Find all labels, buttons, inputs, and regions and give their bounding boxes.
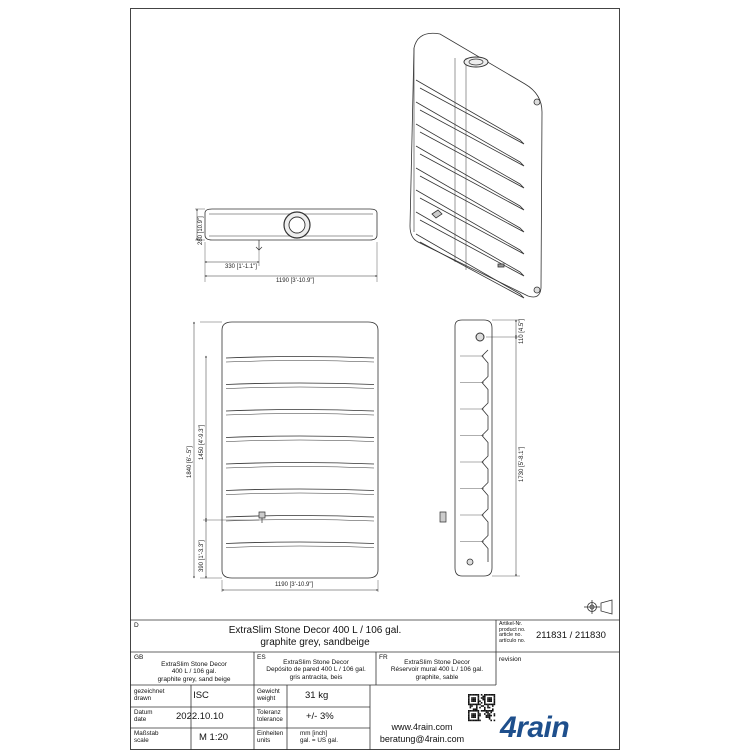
qr-module — [489, 699, 491, 701]
desc-es-line-2: Depósito de pared 400 L / 106 gal. — [266, 666, 366, 674]
qr-module — [468, 720, 470, 722]
desc-fr — [377, 659, 497, 681]
qr-module — [474, 710, 476, 712]
tolerance-value: +/- 3% — [306, 711, 334, 722]
top-view — [195, 209, 377, 282]
drawing-title — [134, 625, 496, 648]
qr-module — [470, 710, 472, 712]
qr-module — [494, 715, 496, 717]
qr-module — [489, 710, 491, 712]
qr-module — [481, 697, 483, 699]
lang-code-d: D — [134, 622, 139, 629]
desc-fr-line-3: graphite, sable — [415, 673, 459, 681]
scale-value: M 1:20 — [199, 732, 229, 743]
qr-module — [478, 699, 480, 701]
qr-module — [474, 694, 476, 696]
qr-module — [487, 705, 489, 707]
units-value-1: mm [inch] — [300, 730, 328, 737]
qr-module — [484, 694, 486, 696]
desc-es-line-1: ExtraSlim Stone Decor — [283, 659, 349, 666]
scale-label-de: Maßstab — [134, 730, 159, 737]
desc-es — [256, 659, 376, 681]
qr-module — [473, 694, 475, 696]
qr-module — [468, 718, 470, 720]
drawn-label-en: drawn — [134, 695, 152, 703]
dim-top-offset: 330 [1'-1.1"] — [225, 264, 257, 270]
qr-module — [494, 696, 496, 698]
qr-module — [489, 694, 491, 696]
drawn-label — [134, 688, 164, 702]
qr-module — [484, 713, 486, 715]
qr-module — [478, 697, 480, 699]
qr-module — [482, 705, 484, 707]
qr-module — [482, 696, 484, 698]
date-label-de: Datum — [134, 709, 153, 716]
units-value — [300, 730, 338, 744]
qr-module — [494, 720, 496, 722]
title-line-2: graphite grey, sandbeige — [260, 636, 370, 648]
qr-module — [479, 720, 481, 722]
qr-module — [476, 705, 478, 707]
qr-module — [487, 716, 489, 718]
qr-module — [479, 715, 481, 717]
brand-logo — [499, 711, 569, 744]
qr-module — [478, 700, 480, 702]
qr-module — [490, 697, 492, 699]
qr-module — [470, 694, 472, 696]
qr-module — [468, 704, 470, 706]
qr-module — [490, 710, 492, 712]
qr-module — [474, 716, 476, 718]
qr-module — [479, 713, 481, 715]
tolerance-label-en: tolerance — [257, 716, 283, 724]
qr-module — [494, 704, 496, 706]
qr-module — [468, 696, 470, 698]
qr-module — [476, 720, 478, 722]
qr-module — [486, 704, 488, 706]
dim-front-height: 1840 [6'-.5"] — [187, 446, 193, 478]
qr-module — [474, 699, 476, 701]
qr-module — [471, 697, 473, 699]
qr-module — [482, 697, 484, 699]
qr-module — [486, 694, 488, 696]
qr-module — [473, 699, 475, 701]
qr-module — [473, 704, 475, 706]
qr-module — [487, 694, 489, 696]
lang-code-gb: GB — [134, 654, 144, 661]
tolerance-label — [257, 709, 283, 723]
qr-module — [481, 710, 483, 712]
qr-module — [478, 696, 480, 698]
qr-module — [473, 713, 475, 715]
qr-module — [490, 699, 492, 701]
qr-module — [490, 712, 492, 714]
article-number: 211831 / 211830 — [536, 630, 606, 641]
qr-module — [473, 710, 475, 712]
date-label — [134, 709, 153, 723]
qr-module — [489, 715, 491, 717]
qr-module — [484, 710, 486, 712]
qr-module — [471, 716, 473, 718]
qr-module — [486, 710, 488, 712]
qr-module — [479, 700, 481, 702]
qr-module — [487, 700, 489, 702]
qr-module — [471, 699, 473, 701]
units-label-en: units — [257, 737, 271, 745]
dim-top-width: 1190 [3'-10.9"] — [276, 278, 315, 284]
date-label-en: date — [134, 716, 147, 724]
qr-module — [478, 712, 480, 714]
qr-module — [492, 710, 494, 712]
desc-gb-line-2: 400 L / 106 gal. — [171, 668, 217, 676]
qr-module — [471, 704, 473, 706]
qr-module — [474, 700, 476, 702]
qr-module — [479, 704, 481, 706]
units-label — [257, 730, 283, 744]
weight-label-de: Gewicht — [257, 688, 280, 695]
dim-side-top: 110 [4.5"] — [519, 318, 525, 344]
qr-module — [476, 704, 478, 706]
dim-front-width: 1190 [3'-10.9"] — [275, 582, 314, 588]
qr-module — [484, 697, 486, 699]
qr-module — [479, 707, 481, 709]
qr-module — [494, 694, 496, 696]
revision-label: revision — [499, 656, 522, 663]
website-link[interactable]: www.4rain.com — [391, 722, 453, 732]
qr-module — [494, 699, 496, 701]
dim-front-upper: 1450 [4'-9.3"] — [199, 424, 205, 460]
qr-module — [484, 699, 486, 701]
qr-module — [471, 705, 473, 707]
drawn-value: ISC — [193, 690, 209, 701]
qr-module — [468, 715, 470, 717]
qr-module — [487, 697, 489, 699]
front-view — [194, 322, 378, 592]
article-label-en: product no. — [499, 626, 526, 633]
qr-module — [476, 694, 478, 696]
qr-module — [474, 704, 476, 706]
qr-module — [490, 704, 492, 706]
qr-module — [468, 702, 470, 704]
qr-module — [490, 694, 492, 696]
qr-module — [489, 704, 491, 706]
qr-code — [468, 694, 495, 721]
qr-module — [468, 700, 470, 702]
isometric-view — [410, 33, 542, 298]
qr-module — [470, 705, 472, 707]
qr-module — [473, 697, 475, 699]
qr-module — [484, 696, 486, 698]
qr-module — [487, 715, 489, 717]
qr-module — [468, 716, 470, 718]
qr-module — [473, 720, 475, 722]
qr-module — [478, 716, 480, 718]
qr-module — [490, 715, 492, 717]
units-value-2: gal. = US gal. — [300, 737, 338, 745]
desc-fr-line-1: ExtraSlim Stone Decor — [404, 659, 470, 666]
scale-label — [134, 730, 159, 744]
qr-module — [470, 720, 472, 722]
qr-module — [489, 697, 491, 699]
qr-module — [492, 708, 494, 710]
qr-module — [489, 718, 491, 720]
qr-module — [487, 710, 489, 712]
qr-module — [489, 716, 491, 718]
dim-side-height: 1730 [5'-8.1"] — [519, 446, 525, 482]
qr-module — [478, 704, 480, 706]
qr-module — [470, 707, 472, 709]
qr-module — [486, 712, 488, 714]
qr-module — [482, 710, 484, 712]
qr-module — [482, 699, 484, 701]
qr-module — [476, 710, 478, 712]
qr-module — [478, 694, 480, 696]
qr-module — [489, 700, 491, 702]
qr-module — [474, 708, 476, 710]
qr-module — [468, 712, 470, 714]
qr-module — [473, 708, 475, 710]
qr-module — [486, 716, 488, 718]
units-label-de: Einheiten — [257, 730, 284, 737]
qr-module — [471, 713, 473, 715]
qr-module — [478, 718, 480, 720]
qr-module — [481, 702, 483, 704]
qr-module — [484, 704, 486, 706]
qr-module — [486, 715, 488, 717]
qr-module — [487, 712, 489, 714]
qr-module — [468, 694, 470, 696]
qr-module — [481, 694, 483, 696]
qr-module — [490, 720, 492, 722]
side-view — [440, 320, 520, 576]
qr-module — [471, 710, 473, 712]
qr-module — [478, 713, 480, 715]
scale-label-en: scale — [134, 737, 149, 745]
title-line-1: ExtraSlim Stone Decor 400 L / 106 gal. — [228, 625, 402, 636]
date-value: 2022.10.10 — [176, 711, 224, 722]
lang-code-fr: FR — [379, 654, 388, 661]
qr-module — [468, 710, 470, 712]
desc-gb-line-3: graphite grey, sand beige — [157, 675, 231, 683]
qr-module — [484, 707, 486, 709]
svg-text:4rain: 4rain — [500, 711, 570, 744]
qr-module — [474, 715, 476, 717]
qr-module — [470, 704, 472, 706]
qr-module — [489, 707, 491, 709]
qr-module — [468, 697, 470, 699]
email-link[interactable]: beratung@4rain.com — [379, 734, 465, 744]
qr-module — [473, 700, 475, 702]
desc-gb-line-1: ExtraSlim Stone Decor — [161, 661, 227, 668]
qr-module — [492, 705, 494, 707]
qr-module — [468, 713, 470, 715]
qr-module — [484, 700, 486, 702]
weight-label — [257, 688, 280, 702]
qr-module — [476, 707, 478, 709]
qr-module — [494, 713, 496, 715]
qr-module — [484, 702, 486, 704]
qr-module — [481, 705, 483, 707]
dim-top-depth: 280 [10.9"] — [198, 216, 204, 245]
article-label-es: artículo no. — [499, 637, 526, 644]
qr-module — [494, 700, 496, 702]
article-labels — [499, 622, 526, 644]
weight-label-en: weight — [257, 695, 276, 703]
article-label-fr: article no. — [499, 632, 522, 639]
desc-gb — [134, 661, 254, 683]
qr-module — [474, 713, 476, 715]
qr-module — [490, 700, 492, 702]
projection-symbol-icon — [584, 600, 612, 614]
qr-module — [474, 720, 476, 722]
lang-code-es: ES — [257, 654, 266, 661]
qr-module — [489, 713, 491, 715]
qr-module — [484, 708, 486, 710]
drawn-label-de: gezeichnet — [134, 688, 165, 695]
dim-front-tap: 390 [1'-3.3"] — [199, 540, 205, 572]
qr-module — [492, 704, 494, 706]
qr-module — [473, 715, 475, 717]
qr-module — [468, 699, 470, 701]
qr-module — [487, 707, 489, 709]
qr-module — [478, 702, 480, 704]
desc-es-line-3: gris antracita, beis — [289, 673, 343, 681]
qr-module — [471, 715, 473, 717]
article-label-de: Artikel-Nr. — [499, 621, 523, 627]
qr-module — [471, 720, 473, 722]
qr-module — [478, 720, 480, 722]
qr-module — [478, 715, 480, 717]
qr-module — [474, 697, 476, 699]
qr-module — [487, 704, 489, 706]
qr-module — [487, 699, 489, 701]
qr-module — [494, 697, 496, 699]
qr-module — [478, 710, 480, 712]
qr-module — [471, 700, 473, 702]
weight-value: 31 kg — [305, 690, 329, 701]
qr-module — [492, 694, 494, 696]
desc-fr-line-2: Réservoir mural 400 L / 106 gal. — [390, 666, 484, 674]
qr-module — [494, 702, 496, 704]
tolerance-label-de: Toleranz — [257, 709, 281, 716]
qr-module — [487, 713, 489, 715]
qr-module — [476, 708, 478, 710]
qr-module — [473, 716, 475, 718]
qr-module — [471, 694, 473, 696]
